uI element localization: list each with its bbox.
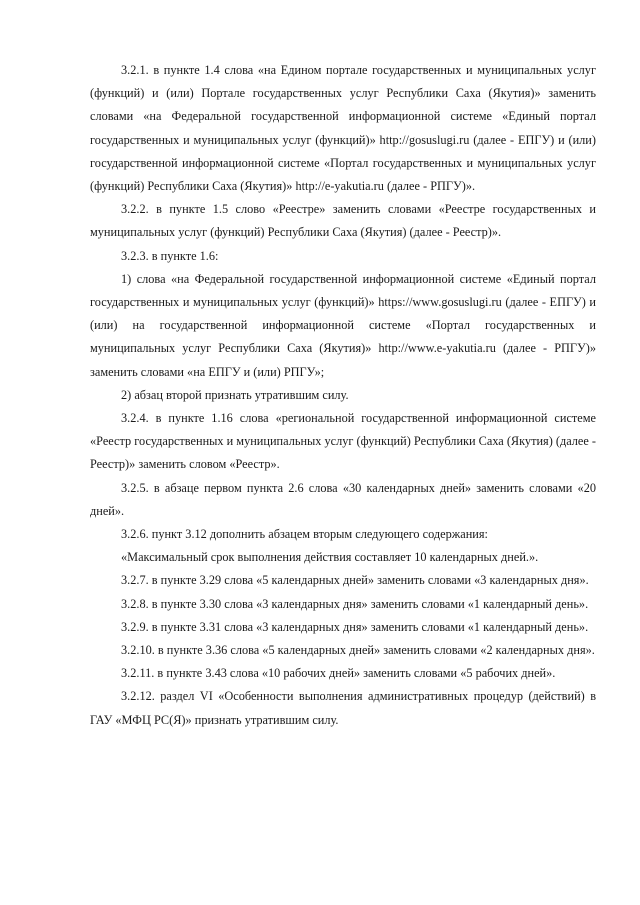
paragraph-3-2-12: 3.2.12. раздел VI «Особенности выполнения административных процедур (действий) в ГАУ «МФЦ РС(Я)» признать утратившим силу. bbox=[90, 689, 596, 727]
paragraph-3-2-10: 3.2.10. в пункте 3.36 слова «5 календарных дней» заменить словами «2 календарных дня». bbox=[121, 643, 595, 658]
paragraph-3-2-5: 3.2.5. в абзаце первом пункта 2.6 слова «30 календарных дней» заменить словами «20 дней». bbox=[90, 480, 596, 518]
paragraph-3-2-1: 3.2.1. в пункте 1.4 слова «на Едином портале государственных и муниципальных услуг (функций) и (или) Портале государственных услуг Республики Саха (Якутия)» заменить словами «на Федеральной государственной информационной системе «Единый портал государственных и муниципальных услуг (функций)» http://gosuslugi.ru (далее - ЕПГУ) и (или) государственной информационной системе «Портал государственных и муниципальных услуг (функций) Республики Саха (Якутия)» http://e-yakutia.ru (далее - РПГУ)». bbox=[90, 63, 596, 194]
paragraph-3-2-4: 3.2.4. в пункте 1.16 слова «региональной государственной информационной системе «Реестр государственных и муниципальных услуг (функций) Республики Саха (Якутия) (далее - Реестр)» заменить словом «Реестр». bbox=[90, 411, 596, 472]
paragraph-3-2-3: 3.2.3. в пункте 1.6: bbox=[121, 248, 219, 263]
paragraph-3-2-11: 3.2.11. в пункте 3.43 слова «10 рабочих дней» заменить словами «5 рабочих дней». bbox=[121, 666, 556, 681]
paragraph-3-2-6-quote: «Максимальный срок выполнения действия составляет 10 календарных дней.». bbox=[121, 550, 539, 565]
paragraph-3-2-3-item-2: 2) абзац второй признать утратившим силу. bbox=[121, 387, 349, 402]
paragraph-3-2-8: 3.2.8. в пункте 3.30 слова «3 календарных дня» заменить словами «1 календарный день». bbox=[121, 596, 589, 611]
paragraph-3-2-6: 3.2.6. пункт 3.12 дополнить абзацем вторым следующего содержания: bbox=[121, 527, 488, 542]
paragraph-3-2-3-item-1: 1) слова «на Федеральной государственной информационной системе «Единый портал государственных и муниципальных услуг (функций)» https://www.gosuslugi.ru (далее - ЕПГУ) и (или) на государственной информационной системе «Портал государственных и муниципальных услуг Республики Саха (Якутия)» http://www.e-yakutia.ru (далее - РПГУ)» заменить словами «на ЕПГУ и (или) РПГУ»; bbox=[90, 271, 596, 379]
paragraph-3-2-2: 3.2.2. в пункте 1.5 слово «Реестре» заменить словами «Реестре государственных и муниципальных услуг (функций) Республики Саха (Якутия) (далее - Реестр)». bbox=[90, 202, 596, 240]
paragraph-3-2-7: 3.2.7. в пункте 3.29 слова «5 календарных дней» заменить словами «3 календарных дня». bbox=[121, 573, 589, 588]
paragraph-3-2-9: 3.2.9. в пункте 3.31 слова «3 календарных дня» заменить словами «1 календарный день». bbox=[121, 619, 589, 634]
document-body bbox=[90, 59, 596, 732]
